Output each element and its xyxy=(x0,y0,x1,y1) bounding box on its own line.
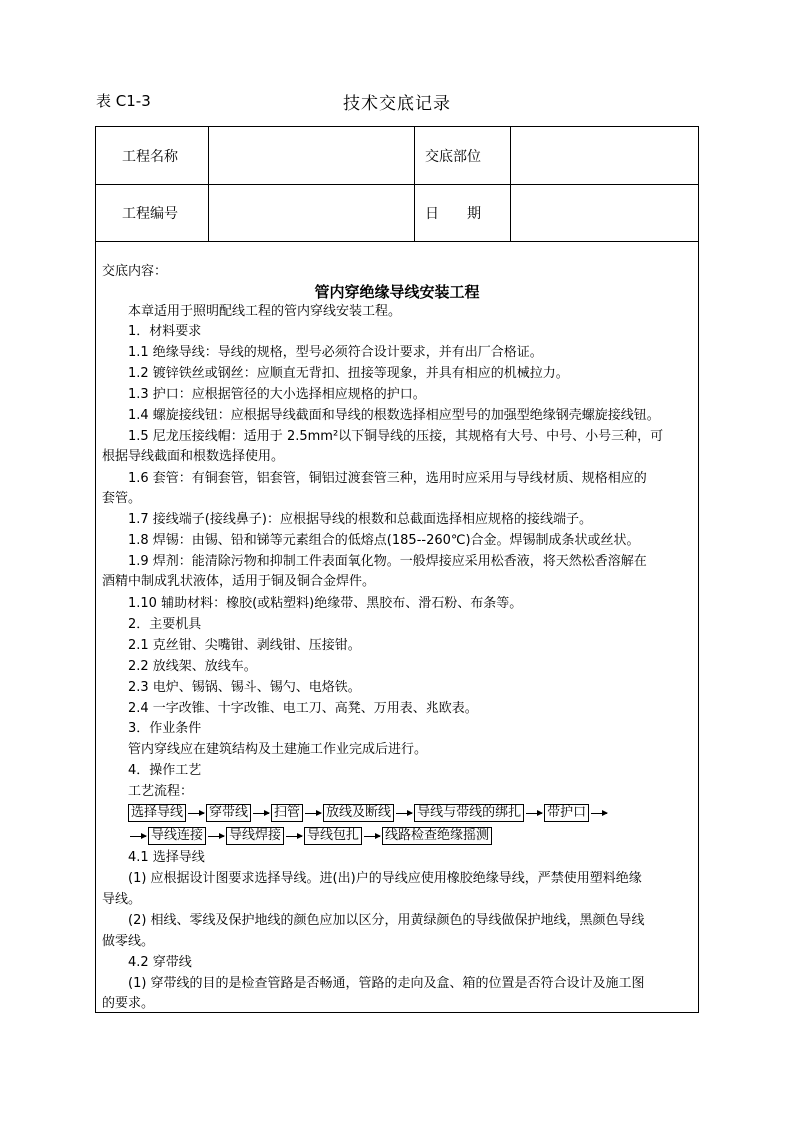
handover-part-field[interactable] xyxy=(511,127,700,184)
content-label: 交底内容： xyxy=(102,264,168,279)
flow-step: 导线焊接 xyxy=(226,827,284,845)
content-line: 1.2 镀锌铁丝或钢丝：应顺直无背扣、扭接等现象，并具有相应的机械拉力。 xyxy=(128,366,569,381)
project-number-label: 工程编号 xyxy=(96,185,209,241)
content-line: 本章适用于照明配线工程的管内穿线安装工程。 xyxy=(128,304,402,319)
flow-step: 导线连接 xyxy=(148,827,206,845)
form-number: 表 C1-3 xyxy=(96,92,151,110)
arrow-right-icon xyxy=(526,813,542,814)
arrow-right-icon xyxy=(130,836,146,837)
header-row-2 xyxy=(96,185,698,242)
content-line: 工艺流程： xyxy=(128,784,194,799)
content-line: (1) 应根据设计图要求选择导线。进(出)户的导线应使用橡胶绝缘导线，严禁使用塑料绝缘 xyxy=(128,871,642,886)
flow-step: 放线及断线 xyxy=(323,804,394,822)
flow-step: 线路检查绝缘摇测 xyxy=(382,827,492,845)
date-label: 日 期 xyxy=(415,185,511,241)
arrow-right-icon xyxy=(253,813,269,814)
arrow-right-icon xyxy=(396,813,412,814)
content-line: 1.4 螺旋接线钮：应根据导线截面和导线的根数选择相应型号的加强型绝缘钢壳螺旋接线钮。 xyxy=(128,408,660,423)
content-line: 套管。 xyxy=(102,491,142,506)
flow-step: 选择导线 xyxy=(128,804,186,822)
content-line: 2．主要机具 xyxy=(128,617,202,632)
content-line: 导线。 xyxy=(102,892,142,907)
date-field[interactable] xyxy=(511,185,700,241)
content-line: (1) 穿带线的目的是检查管路是否畅通，管路的走向及盒、箱的位置是否符合设计及施工图 xyxy=(128,976,645,991)
content-line: 1.5 尼龙压接线帽：适用于 2.5mm²以下铜导线的压接，其规格有大号、中号、小号三种，可 xyxy=(128,429,664,444)
arrow-right-icon xyxy=(364,836,380,837)
content-line: 4.1 选择导线 xyxy=(128,850,205,865)
flow-step: 导线与带线的绑扎 xyxy=(414,804,524,822)
arrow-right-icon xyxy=(188,813,204,814)
content-line: 1.7 接线端子(接线鼻子)：应根据导线的根数和总截面选择相应规格的接线端子。 xyxy=(128,512,592,527)
content-line: 1.10 辅助材料：橡胶(或粘塑料)绝缘带、黑胶布、滑石粉、布条等。 xyxy=(128,596,523,611)
arrow-right-icon xyxy=(208,836,224,837)
content-line: 1.9 焊剂：能清除污物和抑制工件表面氧化物。一般焊接应采用松香液，将天然松香溶解在 xyxy=(128,554,647,569)
content-line: 2.2 放线架、放线车。 xyxy=(128,659,257,674)
content-line: 3．作业条件 xyxy=(128,721,202,736)
content-line: 4.2 穿带线 xyxy=(128,955,192,970)
project-name-label: 工程名称 xyxy=(96,127,209,184)
handover-part-label: 交底部位 xyxy=(415,127,511,184)
process-flow-row-1 xyxy=(128,803,609,823)
content-heading: 管内穿绝缘导线安装工程 xyxy=(314,283,480,301)
flow-step: 带护口 xyxy=(544,804,589,822)
content-line: 的要求。 xyxy=(102,996,155,1011)
content-line: 2.4 一字改锥、十字改锥、电工刀、高凳、万用表、兆欧表。 xyxy=(128,701,478,716)
process-flow-row-2 xyxy=(128,826,492,846)
project-name-field[interactable] xyxy=(209,127,415,184)
content-line: 做零线。 xyxy=(102,934,155,949)
content-line: 1.3 护口：应根据管径的大小选择相应规格的护口。 xyxy=(128,387,426,402)
arrow-right-icon xyxy=(286,836,302,837)
content-line: 1.8 焊锡：由锡、铅和锑等元素组合的低熔点(185--260℃)合金。焊锡制成条状或丝状。 xyxy=(128,533,640,548)
content-line: 2.1 克丝钳、尖嘴钳、剥线钳、压接钳。 xyxy=(128,638,361,653)
content-line: 1．材料要求 xyxy=(128,324,202,339)
content-line: (2) 相线、零线及保护地线的颜色应加以区分，用黄绿颜色的导线做保护地线，黑颜色导线 xyxy=(128,913,645,928)
document-title: 技术交底记录 xyxy=(343,94,451,114)
content-line: 1.6 套管：有铜套管，铝套管，铜铝过渡套管三种，选用时应采用与导线材质、规格相应的 xyxy=(128,471,647,486)
header-row-1 xyxy=(96,127,698,185)
handover-record-form xyxy=(95,126,699,1013)
content-line: 2.3 电炉、锡锅、锡斗、锡勺、电烙铁。 xyxy=(128,680,361,695)
content-line: 1.1 绝缘导线：导线的规格，型号必须符合设计要求，并有出厂合格证。 xyxy=(128,345,543,360)
project-number-field[interactable] xyxy=(209,185,415,241)
flow-step: 导线包扎 xyxy=(304,827,362,845)
flow-step: 穿带线 xyxy=(206,804,251,822)
arrow-right-icon xyxy=(591,813,607,814)
arrow-right-icon xyxy=(305,813,321,814)
content-line: 管内穿线应在建筑结构及土建施工作业完成后进行。 xyxy=(128,742,428,757)
content-line: 酒精中制成乳状液体，适用于铜及铜合金焊件。 xyxy=(102,574,376,589)
flow-step: 扫管 xyxy=(271,804,303,822)
content-line: 根据导线截面和根数选择使用。 xyxy=(102,449,285,464)
content-line: 4．操作工艺 xyxy=(128,763,202,778)
